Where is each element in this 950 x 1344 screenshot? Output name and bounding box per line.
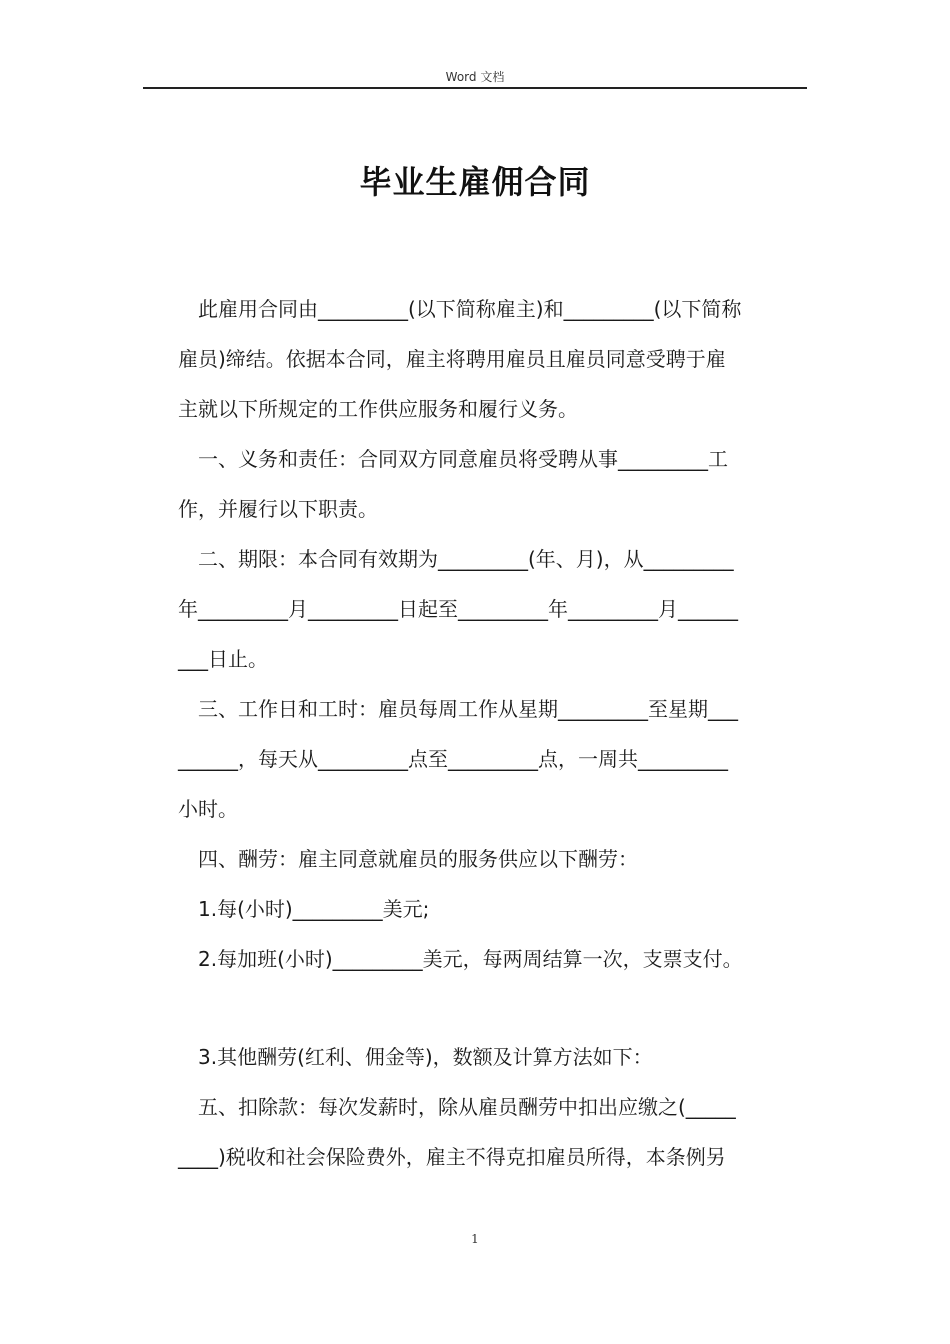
paragraph-line: 四、酬劳：雇主同意就雇员的服务供应以下酬劳：: [178, 847, 638, 871]
page-header: Word 文档: [445, 70, 505, 84]
paragraph-line: 1.每(小时)_________美元;: [178, 897, 430, 921]
paragraph-line: 五、扣除款：每次发薪时，除从雇员酬劳中扣出应缴之(_____: [178, 1095, 736, 1119]
paragraph-line: ___日止。: [178, 647, 268, 671]
paragraph-line: 此雇用合同由_________(以下简称雇主)和_________(以下简称: [178, 297, 742, 321]
paragraph-line: 二、期限：本合同有效期为_________(年、月)，从_________: [178, 547, 734, 571]
page-number: 1: [471, 1232, 479, 1246]
paragraph-line: 年_________月_________日起至_________年_________月______: [178, 597, 738, 621]
paragraph-line: 一、义务和责任：合同双方同意雇员将受聘从事_________工: [178, 447, 728, 471]
paragraph-line: 主就以下所规定的工作供应服务和履行义务。: [178, 397, 578, 421]
document-title: 毕业生雇佣合同: [359, 163, 591, 201]
paragraph-line: 作，并履行以下职责。: [178, 497, 378, 521]
paragraph-line: 3.其他酬劳(红利、佣金等)，数额及计算方法如下：: [178, 1045, 653, 1069]
paragraph-line: ______，每天从_________点至_________点，一周共_________: [178, 747, 728, 771]
paragraph-line: 2.每加班(小时)_________美元，每两周结算一次，支票支付。: [178, 947, 743, 971]
header-divider: [143, 87, 807, 89]
paragraph-line: 雇员)缔结。依据本合同，雇主将聘用雇员且雇员同意受聘于雇: [178, 347, 726, 371]
paragraph-line: 小时。: [178, 797, 238, 821]
paragraph-line: ____)税收和社会保险费外，雇主不得克扣雇员所得，本条例另: [178, 1145, 726, 1169]
paragraph-line: 三、工作日和工时：雇员每周工作从星期_________至星期___: [178, 697, 738, 721]
